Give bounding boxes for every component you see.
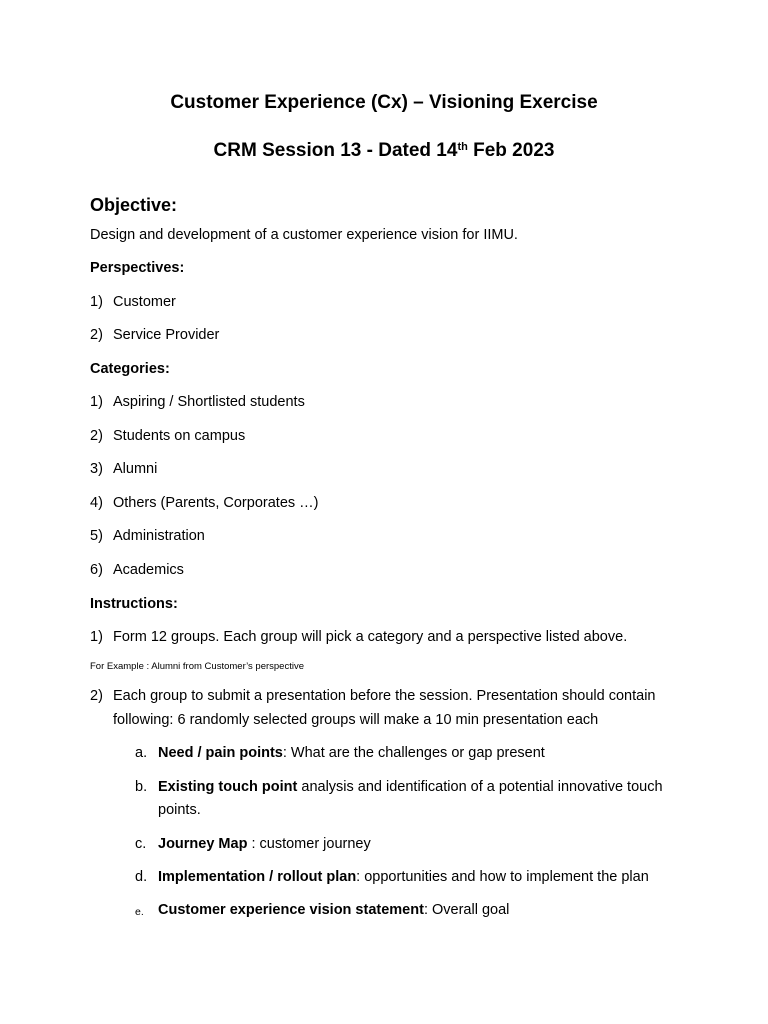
subtitle-superscript: th [457,141,468,153]
list-text: Service Provider [113,327,220,343]
list-text: Each group to submit a presentation before the session. Presentation should contain following: 6 randomly selected groups will make a 10 min presentation each [113,688,656,728]
list-text: Alumni [113,461,158,477]
perspective-item [90,325,219,345]
sub-list-text: : What are the challenges or gap present [282,745,545,761]
list-text: Customer [113,294,176,310]
instruction-item [90,627,627,647]
list-text: Academics [113,562,184,578]
sub-list-item [135,833,680,856]
instructions-heading: Instructions: [90,596,178,612]
category-item [90,459,157,479]
objective-text: Design and development of a customer experience vision for IIMU. [90,227,518,243]
sub-list-bold: Need / pain points [158,745,283,761]
sub-list-bold: Implementation / rollout plan [158,869,357,885]
category-item [90,526,205,546]
sub-list-text: : Overall goal [423,902,510,918]
list-number: 4) [90,495,103,511]
category-item [90,493,319,513]
list-number: 5) [90,528,103,544]
sub-list-bold: Existing touch point [158,779,298,795]
list-text: Administration [113,528,205,544]
perspectives-heading: Perspectives: [90,260,185,276]
list-text: Aspiring / Shortlisted students [113,394,305,410]
list-text: Others (Parents, Corporates …) [113,495,319,511]
list-number: 3) [90,461,103,477]
example-note: For Example : Alumni from Customer’s perspective [90,661,305,672]
perspective-item [90,292,176,312]
sub-list-item [135,899,680,922]
sub-list-letter: b. [135,779,148,795]
sub-list-letter: c. [135,836,147,852]
category-item [90,426,245,446]
list-text: Form 12 groups. Each group will pick a category and a perspective listed above. [113,629,628,645]
list-number: 2) [90,688,103,704]
sub-list-text: : customer journey [247,836,371,852]
sub-list-letter: e. [135,906,144,918]
subtitle-prefix: CRM Session 13 - Dated 14 [213,140,458,161]
sub-list-item [135,866,680,889]
list-number: 2) [90,327,103,343]
document-subtitle [0,139,768,163]
list-number: 2) [90,428,103,444]
sub-list-text: analysis and identification of a potential innovative touch points. [158,779,663,818]
objective-heading: Objective: [90,195,178,215]
sub-list-item [135,776,680,822]
sub-list-bold: Journey Map [158,836,248,852]
list-number: 1) [90,629,103,645]
instruction-item [90,684,690,732]
sub-list-item [135,742,680,765]
list-number: 1) [90,394,103,410]
category-item [90,392,305,412]
category-item [90,560,184,580]
categories-heading: Categories: [90,361,170,377]
list-text: Students on campus [113,428,246,444]
subtitle-suffix: Feb 2023 [467,140,555,161]
list-number: 6) [90,562,103,578]
sub-list-letter: a. [135,745,148,761]
document-title: Customer Experience (Cx) – Visioning Exercise [170,92,598,113]
sub-list-bold: Customer experience vision statement [158,902,424,918]
sub-list-letter: d. [135,869,148,885]
list-number: 1) [90,294,103,310]
sub-list-text: : opportunities and how to implement the plan [356,869,649,885]
